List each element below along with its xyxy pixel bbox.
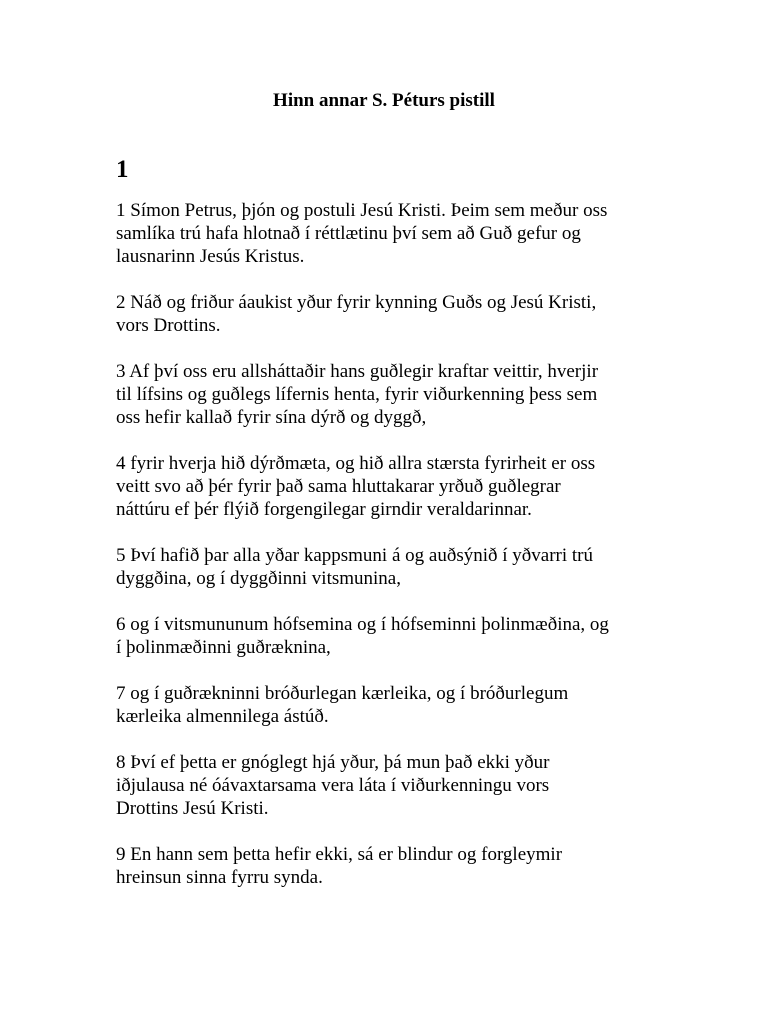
verse-line: oss hefir kallað fyrir sína dýrð og dyggð, [116,407,427,428]
document-title: Hinn annar S. Péturs pistill [273,90,495,111]
verse-line: 1 Símon Petrus, þjón og postuli Jesú Kristi. Þeim sem meður oss [116,200,608,221]
verse-line: 5 Því hafið þar alla yðar kappsmuni á og auðsýnið í yðvarri trú [116,545,594,566]
verse-paragraph [116,452,676,521]
verse-paragraph [116,360,676,429]
verse-paragraph [116,291,676,337]
verse-line: 2 Náð og friður áaukist yður fyrir kynning Guðs og Jesú Kristi, [116,292,597,313]
verse-paragraph [116,613,676,659]
verse-paragraph [116,843,676,889]
verse-line: 6 og í vitsmununum hófsemina og í hófseminni þolinmæðina, og [116,614,609,635]
verse-line: kærleika almennilega ástúð. [116,706,329,727]
verse-line: til lífsins og guðlegs lífernis henta, fyrir viðurkenning þess sem [116,384,598,405]
verse-line: 9 En hann sem þetta hefir ekki, sá er blindur og forgleymir [116,844,563,865]
verse-line: lausnarinn Jesús Kristus. [116,246,305,267]
verse-line: veitt svo að þér fyrir það sama hluttakarar yrðuð guðlegrar [116,476,561,497]
verse-paragraph [116,751,676,820]
verse-paragraph [116,199,676,268]
verse-paragraph [116,682,676,728]
verse-line: dyggðina, og í dyggðinni vitsmunina, [116,568,401,589]
chapter-number: 1 [116,156,129,183]
verse-line: 4 fyrir hverja hið dýrðmæta, og hið allra stærsta fyrirheit er oss [116,453,596,474]
verse-line: vors Drottins. [116,315,221,336]
verse-line: náttúru ef þér flýið forgengilegar girndir veraldarinnar. [116,499,532,520]
verse-line: 7 og í guðrækninni bróðurlegan kærleika, og í bróðurlegum [116,683,569,704]
verse-line: 8 Því ef þetta er gnóglegt hjá yður, þá mun það ekki yður [116,752,550,773]
verse-line: samlíka trú hafa hlotnað í réttlætinu því sem að Guð gefur og [116,223,581,244]
verse-paragraph [116,544,676,590]
verse-list [116,199,676,912]
verse-line: 3 Af því oss eru allsháttaðir hans guðlegir kraftar veittir, hverjir [116,361,599,382]
verse-line: hreinsun sinna fyrru synda. [116,867,323,888]
verse-line: Drottins Jesú Kristi. [116,798,269,819]
verse-line: iðjulausa né óávaxtarsama vera láta í viðurkenningu vors [116,775,550,796]
verse-line: í þolinmæðinni guðræknina, [116,637,331,658]
